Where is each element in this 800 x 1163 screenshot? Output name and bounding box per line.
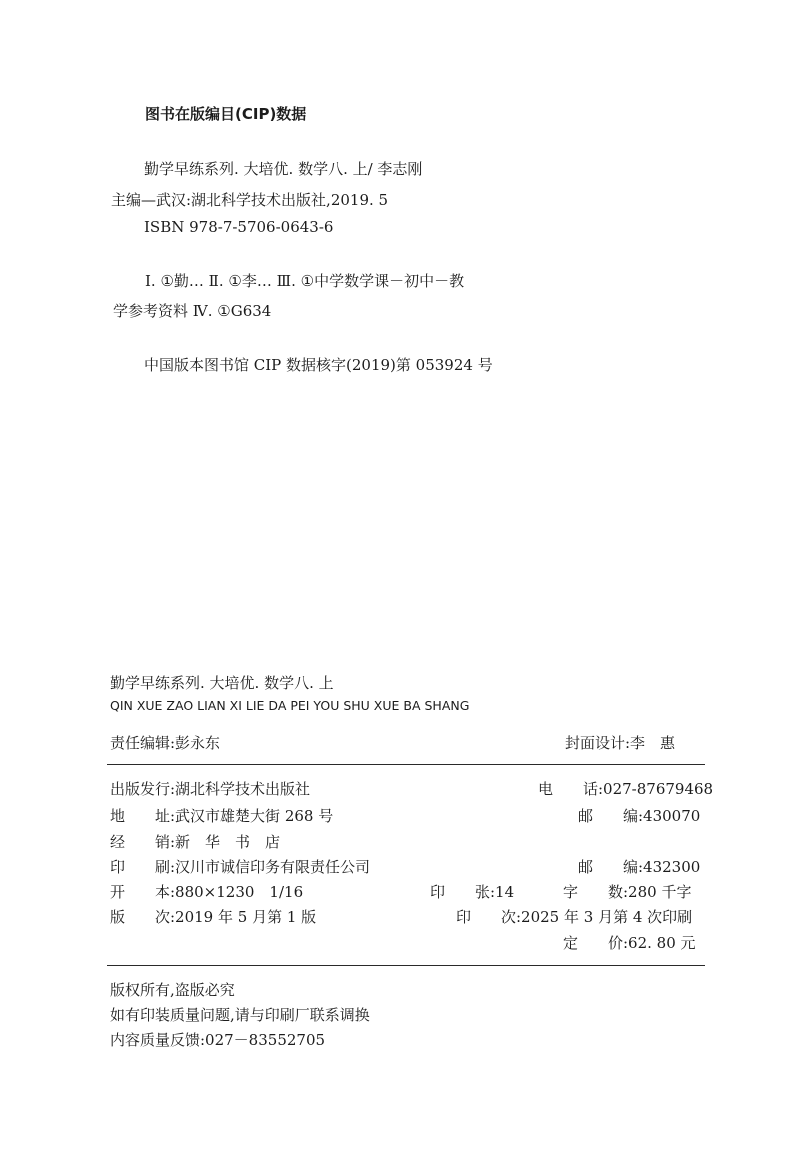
publisher-phone: 电 话:027-87679468 bbox=[538, 780, 714, 798]
publisher-address: 地 址:武汉市雄楚大街 268 号 bbox=[110, 807, 334, 825]
divider-bottom bbox=[107, 965, 705, 966]
copyright-notice: 版权所有,盗版必究 bbox=[110, 981, 235, 999]
cip-publisher-line: 主编—武汉:湖北科学技术出版社,2019. 5 bbox=[111, 191, 389, 209]
publisher-postcode: 邮 编:430070 bbox=[578, 807, 701, 825]
book-title: 勤学早练系列. 大培优. 数学八. 上 bbox=[110, 674, 334, 692]
printer: 印 刷:汉川市诚信印务有限责任公司 bbox=[110, 858, 371, 876]
cip-title-line: 勤学早练系列. 大培优. 数学八. 上/ 李志刚 bbox=[144, 160, 423, 178]
cip-isbn: ISBN 978-7-5706-0643-6 bbox=[144, 218, 334, 236]
cip-heading: 图书在版编目(CIP)数据 bbox=[145, 105, 307, 123]
book-title-pinyin: QIN XUE ZAO LIAN XI LIE DA PEI YOU SHU XUE BA SHANG bbox=[110, 698, 470, 713]
cip-classification-line1: Ⅰ. ①勤… Ⅱ. ①李… Ⅲ. ①中学数学课－初中－教 bbox=[145, 272, 465, 290]
cip-record-number: 中国版本图书馆 CIP 数据核字(2019)第 053924 号 bbox=[144, 356, 493, 374]
printed-sheets: 印 张:14 bbox=[430, 883, 515, 901]
price: 定 价:62. 80 元 bbox=[563, 934, 696, 952]
printing: 印 次:2025 年 3 月第 4 次印刷 bbox=[456, 908, 693, 926]
edition: 版 次:2019 年 5 月第 1 版 bbox=[110, 908, 317, 926]
distributor: 经 销:新 华 书 店 bbox=[110, 833, 281, 851]
publisher: 出版发行:湖北科学技术出版社 bbox=[110, 780, 311, 798]
printer-postcode: 邮 编:432300 bbox=[578, 858, 701, 876]
responsible-editor: 责任编辑:彭永东 bbox=[110, 734, 221, 752]
book-format: 开 本:880×1230 1/16 bbox=[110, 883, 304, 901]
cip-classification-line2: 学参考资料 Ⅳ. ①G634 bbox=[113, 302, 272, 320]
divider-top bbox=[107, 764, 705, 765]
word-count: 字 数:280 千字 bbox=[563, 883, 692, 901]
quality-notice: 如有印装质量问题,请与印刷厂联系调换 bbox=[110, 1006, 370, 1024]
cover-designer: 封面设计:李 惠 bbox=[565, 734, 676, 752]
feedback-contact: 内容质量反馈:027－83552705 bbox=[110, 1031, 326, 1049]
